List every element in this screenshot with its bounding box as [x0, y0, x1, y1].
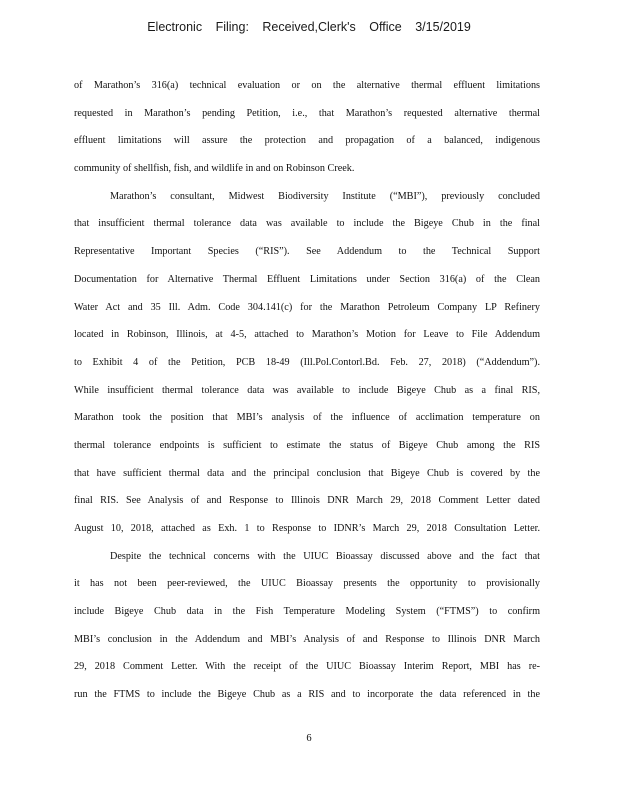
page-number: 6 — [306, 733, 312, 744]
paragraph-start-line: Marathon’s consultant, Midwest Biodiversity Institute (“MBI”), previously concluded — [110, 190, 540, 202]
header-electronic: Electronic — [147, 20, 203, 34]
header-office: Office — [369, 20, 402, 34]
body-line: located in Robinson, Illinois, at 4-5, attached to Marathon’s Motion for Leave to File Addendum — [74, 329, 540, 341]
body-line: that have sufficient thermal data and the principal conclusion that Bigeye Chub is covered by the — [74, 467, 540, 479]
header-date: 3/15/2019 — [415, 20, 471, 34]
body-line: While insufficient thermal tolerance data was available to include Bigeye Chub as a final RIS, — [74, 384, 540, 396]
body-line: it has not been peer-reviewed, the UIUC Bioassay presents the opportunity to provisionally — [74, 578, 540, 590]
body-line: effluent limitations will assure the protection and propagation of a balanced, indigenous — [74, 135, 540, 147]
header-received-clerks: Received,Clerk's — [262, 20, 356, 34]
paragraph-end-line: community of shellfish, fish, and wildlife in and on Robinson Creek. — [74, 163, 355, 175]
body-line: to Exhibit 4 of the Petition, PCB 18-49 (Ill.Pol.Contorl.Bd. Feb. 27, 2018) (“Addendum”). — [74, 356, 540, 368]
body-line: Representative Important Species (“RIS”). See Addendum to the Technical Support — [74, 246, 540, 258]
body-line: Marathon took the position that MBI’s analysis of the influence of acclimation temperature on — [74, 412, 540, 424]
body-line: requested in Marathon’s pending Petition, i.e., that Marathon’s requested alternative thermal — [74, 107, 540, 119]
paragraph-start-line: Despite the technical concerns with the UIUC Bioassay discussed above and the fact that — [110, 550, 540, 562]
body-line: Documentation for Alternative Thermal Effluent Limitations under Section 316(a) of the Clean — [74, 273, 540, 285]
document-body — [74, 72, 540, 709]
electronic-filing-header — [0, 20, 618, 34]
body-line: Water Act and 35 Ill. Adm. Code 304.141(c) for the Marathon Petroleum Company LP Refinery — [74, 301, 540, 313]
body-line: thermal tolerance endpoints is sufficient to estimate the status of Bigeye Chub among the RIS — [74, 439, 540, 451]
body-line: include Bigeye Chub data in the Fish Temperature Modeling System (“FTMS”) to confirm — [74, 606, 540, 618]
header-filing: Filing: — [215, 20, 249, 34]
body-line: final RIS. See Analysis of and Response to Illinois DNR March 29, 2018 Comment Letter dated — [74, 495, 540, 507]
body-line: MBI’s conclusion in the Addendum and MBI’s Analysis of and Response to Illinois DNR March — [74, 633, 540, 645]
paragraph-end-line: August 10, 2018, attached as Exh. 1 to Response to IDNR’s March 29, 2018 Consultation Letter. — [74, 523, 540, 534]
body-line: 29, 2018 Comment Letter. With the receipt of the UIUC Bioassay Interim Report, MBI has re- — [74, 661, 540, 673]
body-line: that insufficient thermal tolerance data was available to include the Bigeye Chub in the final — [74, 218, 540, 230]
body-line: run the FTMS to include the Bigeye Chub as a RIS and to incorporate the data referenced in the — [74, 689, 540, 701]
body-line: of Marathon’s 316(a) technical evaluation or on the alternative thermal effluent limitations — [74, 80, 540, 91]
